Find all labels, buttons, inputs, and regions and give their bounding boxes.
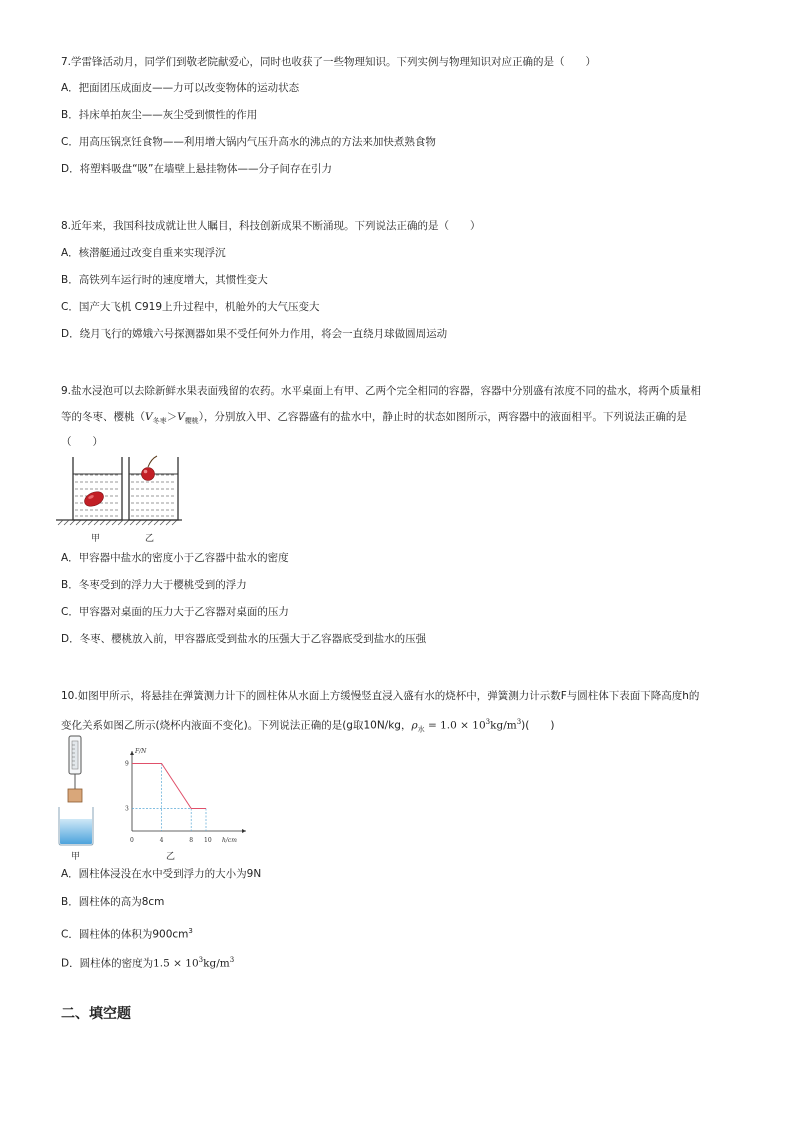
- q10-option-a: A．圆柱体浸没在水中受到浮力的大小为9N: [61, 868, 262, 880]
- container-yi: [129, 456, 178, 520]
- x-axis-arrow: [242, 829, 246, 833]
- q10-force-height-chart: [118, 745, 252, 843]
- q10-label-yi: 乙: [166, 852, 176, 862]
- x-tick-label: 4: [159, 837, 164, 843]
- q10-option-c: C．圆柱体的体积为$900cm^3$: [61, 927, 193, 941]
- x-tick-label: 0: [130, 837, 134, 843]
- q9-option-b: B．冬枣受到的浮力大于樱桃受到的浮力: [61, 579, 247, 591]
- q10-stem-line2: 变化关系如图乙所示(烧杯内液面不变化)。下列说法正确的是(g取10N/kg，$\rho_水 = 1.0 \times 10^3kg/m^3$)( ): [61, 718, 555, 734]
- x-tick-label: 10: [204, 837, 212, 843]
- q10-label-jia: 甲: [71, 852, 81, 862]
- q10-stem-line1: 10.如图甲所示，将悬挂在弹簧测力计下的圆柱体从水面上方缓慢竖直浸入盛有水的烧杯中，弹簧测力计示数F与圆柱体下表面下降高度h的: [61, 690, 700, 702]
- force-series-line: [132, 764, 206, 809]
- q8-stem: 8.近年来，我国科技成就让世人瞩目，科技创新成果不断涌现。下列说法正确的是（ ）: [61, 220, 481, 232]
- q7-stem: 7.学雷锋活动月，同学们到敬老院献爱心，同时也收获了一些物理知识。下列实例与物理知识对应正确的是（ ）: [61, 56, 597, 68]
- q9-label-yi: 乙: [145, 534, 155, 544]
- y-tick-label: 3: [125, 805, 129, 813]
- q8-option-b: B．高铁列车运行时的速度增大，其惯性变大: [61, 274, 268, 286]
- x-axis-label: h/cm: [222, 837, 237, 843]
- q10-option-d: D．圆柱体的密度为$1.5 \times 10^3kg/m^3$: [61, 956, 235, 970]
- q9-stem-line3: （ ）: [61, 436, 103, 448]
- y-tick-label: 9: [125, 760, 129, 768]
- container-jia: [73, 457, 122, 520]
- q9-stem-line2: 等的冬枣、樱桃$(V_{冬枣}>V_{樱桃})$，分别放入甲、乙容器盛有的盐水中，静止时的状态如图所示，两容器中的液面相平。下列说法正确的是: [61, 411, 687, 426]
- q10-apparatus-figure: [56, 735, 102, 847]
- section-title: 二、填空题: [61, 1006, 131, 1022]
- q9-stem-line1: 9.盐水浸泡可以去除新鲜水果表面残留的农药。水平桌面上有甲、乙两个完全相同的容器，容器中分别盛有浓度不同的盐水，将两个质量相: [61, 385, 702, 397]
- q7-option-a: A．把面团压成面皮——力可以改变物体的运动状态: [61, 82, 300, 94]
- q7-option-d: D．将塑料吸盘“吸”在墙壁上悬挂物体——分子间存在引力: [61, 163, 332, 175]
- x-tick-label: 8: [189, 837, 194, 843]
- q9-option-a: A．甲容器中盐水的密度小于乙容器中盐水的密度: [61, 552, 289, 564]
- q9-label-jia: 甲: [91, 534, 101, 544]
- q8-option-d: D．绕月飞行的嫦娥六号探测器如果不受任何外力作用，将会一直绕月球做圆周运动: [61, 328, 448, 340]
- q9-option-d: D．冬枣、樱桃放入前，甲容器底受到盐水的压强大于乙容器底受到盐水的压强: [61, 633, 427, 645]
- q7-option-c: C．用高压锅烹饪食物——利用增大锅内气压升高水的沸点的方法来加快煮熟食物: [61, 136, 436, 148]
- q10-option-b: B．圆柱体的高为8cm: [61, 896, 165, 908]
- y-axis-label: F/N: [135, 748, 147, 755]
- q9-option-c: C．甲容器对桌面的压力大于乙容器对桌面的压力: [61, 606, 289, 618]
- q7-option-b: B．抖床单拍灰尘——灰尘受到惯性的作用: [61, 109, 258, 121]
- y-axis-arrow: [130, 751, 134, 755]
- q8-option-c: C．国产大飞机 C919上升过程中，机舱外的大气压变大: [61, 301, 320, 313]
- q9-containers-figure: [56, 455, 186, 547]
- q8-option-a: A．核潜艇通过改变自重来实现浮沉: [61, 247, 226, 259]
